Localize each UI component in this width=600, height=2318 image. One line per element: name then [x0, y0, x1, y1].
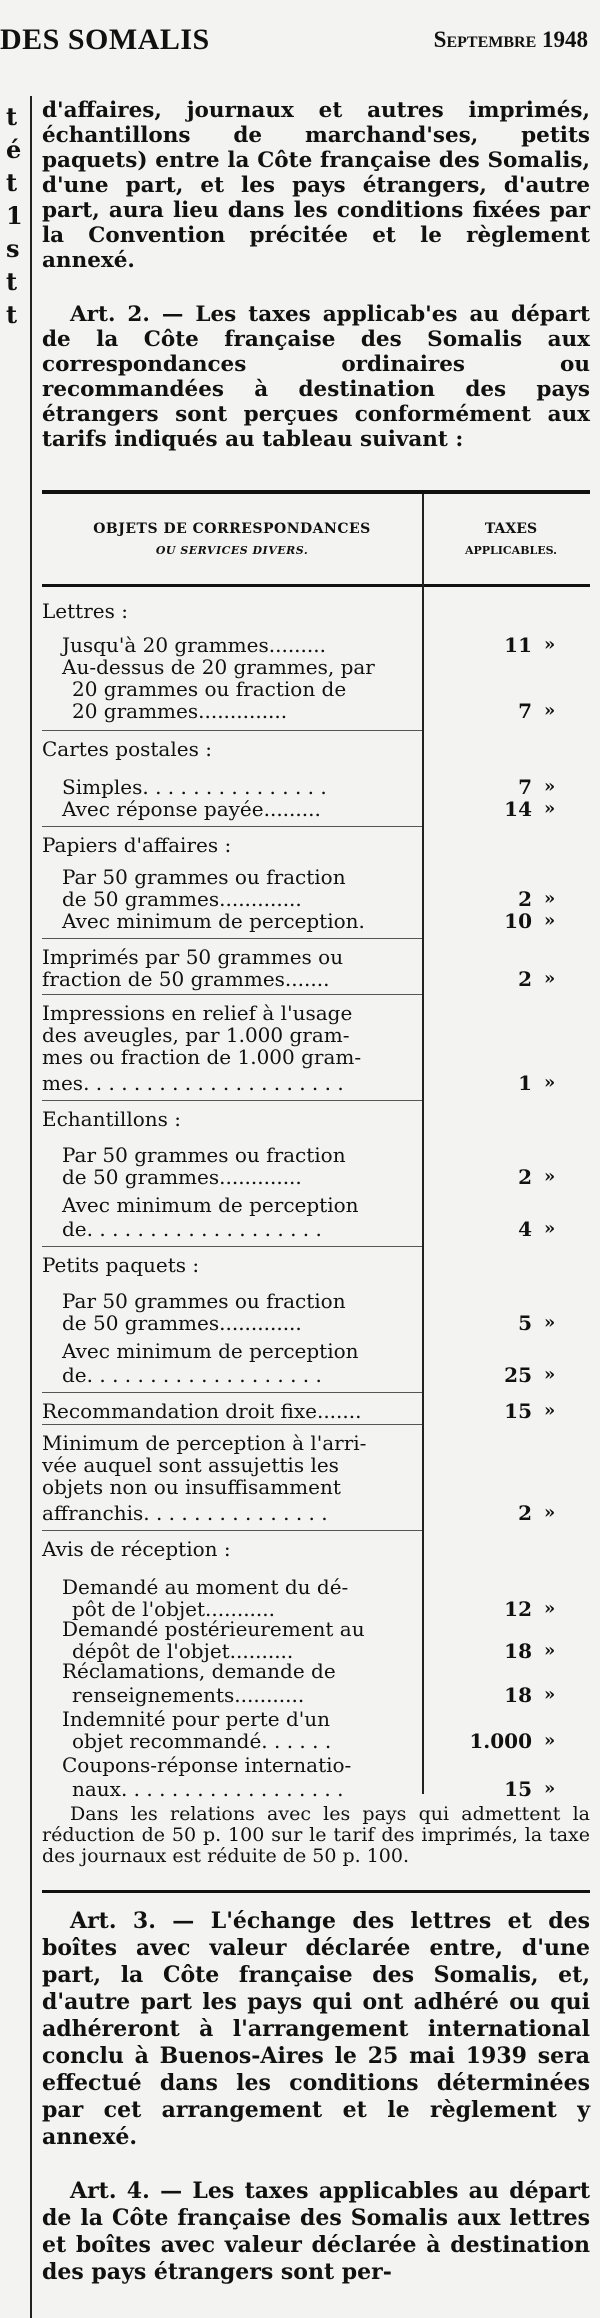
table-row-label: Simples. . . . . . . . . . . . . . . [62, 775, 327, 799]
table-row-value: 2 [518, 967, 532, 991]
table-row-label: Coupons-réponse internatio- [62, 1753, 352, 1777]
tariff-table [42, 490, 590, 1894]
table-row-unit: » [544, 1218, 556, 1239]
header-taxes-label: TAXES [484, 521, 538, 537]
table-row-value: 15 [504, 1777, 532, 1801]
table-row-unit: » [544, 700, 556, 721]
left-column-fragment [6, 100, 22, 331]
table-row-value: 12 [504, 1597, 532, 1621]
paragraph-art-4: Art. 4. — Les taxes applicables au départ de la Côte française des Somalis aux lettres et boîtes avec valeur déclarée à destination des pays étrangers sont per- [42, 2178, 590, 2285]
stub-line: é [6, 135, 22, 164]
table-row-label: Avec réponse payée......... [62, 797, 321, 821]
table-row-label: Avec minimum de perception [62, 1339, 359, 1363]
table-row-label: Cartes postales : [42, 737, 212, 761]
stub-line: s [6, 234, 20, 263]
table-row-label: de. . . . . . . . . . . . . . . . . . . [62, 1217, 322, 1241]
table-row-label: Par 50 grammes ou fraction [62, 1143, 346, 1167]
table-header-objects [42, 518, 422, 562]
table-row-value: 15 [504, 1399, 532, 1423]
table-section-rule [42, 1392, 422, 1393]
table-section-rule [42, 730, 422, 731]
table-row-label: de 50 grammes............. [62, 1165, 302, 1189]
table-row-label: objets non ou insuffisamment [42, 1475, 341, 1499]
table-row-unit: » [544, 910, 556, 931]
stub-line: t [6, 267, 18, 296]
table-header [42, 494, 590, 587]
table-row-value: 2 [518, 1165, 532, 1189]
table-row-unit: » [544, 1778, 556, 1799]
table-row-unit: » [544, 1312, 556, 1333]
table-section-rule [42, 1246, 422, 1247]
table-row-value: 7 [518, 699, 532, 723]
table-row-label: Par 50 grammes ou fraction [62, 865, 346, 889]
paragraph-1: d'affaires, journaux et autres imprimés, échantillons de marchand'ses, petits paquets) entre la Côte française des Somalis, d'une part, et les pays étrangers, d'autre part, aura lieu dans les conditions fixées par la Convention précitée et le règlement annexé. [42, 98, 590, 273]
table-section-rule [42, 1530, 422, 1531]
table-row-label: Impressions en relief à l'usage [42, 1001, 353, 1025]
header-objects-label: OBJETS DE CORRESPONDANCES [93, 521, 371, 537]
header-date: Septembre 1948 [433, 27, 588, 52]
table-row-label: Recommandation droit fixe....... [42, 1399, 362, 1423]
paragraph-art-3: Art. 3. — L'échange des lettres et des boîtes avec valeur déclarée entre, d'une part, la Côte française des Somalis, et, d'autre part les pays qui ont adhéré ou qui adhéreront à l'arrangement international conclu à Buenos-Aires le 25 mai 1939 sera effectué dans les conditions déterminées par cet arrangement et le règlement y annexé. [42, 1908, 590, 2150]
table-row-label: Indemnité pour perte d'un [62, 1707, 331, 1731]
table-bottom-rule [42, 1890, 590, 1893]
table-row-label: Jusqu'à 20 grammes......... [62, 633, 326, 657]
table-row-label: mes. . . . . . . . . . . . . . . . . . . . . [42, 1071, 344, 1095]
table-section-rule [42, 1424, 422, 1425]
table-row-label: fraction de 50 grammes....... [42, 967, 330, 991]
table-row-label: vée auquel sont assujettis les [42, 1453, 339, 1477]
table-row-label: Demandé au moment du dé- [62, 1575, 349, 1599]
table-row-label: Avec minimum de perception [62, 1193, 359, 1217]
table-row-label: affranchis. . . . . . . . . . . . . . . [42, 1501, 328, 1525]
table-row-label: Par 50 grammes ou fraction [62, 1289, 346, 1313]
table-row-unit: » [544, 1364, 556, 1385]
column-divider [30, 96, 32, 2318]
table-section-rule [42, 1100, 422, 1101]
table-row-label: Au-dessus de 20 grammes, par [62, 655, 375, 679]
table-row-value: 7 [518, 775, 532, 799]
table-row-value: 2 [518, 887, 532, 911]
stub-line: t [6, 168, 18, 197]
table-row-label: Demandé postérieurement au [62, 1617, 365, 1641]
table-row-label: Imprimés par 50 grammes ou [42, 945, 344, 969]
table-section-rule [42, 826, 422, 827]
table-row-value: 1 [518, 1071, 532, 1095]
table-column-divider [422, 494, 424, 1794]
table-row-value: 14 [504, 797, 532, 821]
table-row-unit: » [544, 888, 556, 909]
table-row-label: 20 grammes ou fraction de [72, 677, 347, 701]
table-row-unit: » [544, 968, 556, 989]
table-row-label: Réclamations, demande de [62, 1659, 336, 1683]
table-row-label: objet recommandé. . . . . . [72, 1729, 332, 1753]
table-row-label: de 50 grammes............. [62, 1311, 302, 1335]
header-objects-sublabel: OU SERVICES DIVERS. [155, 544, 309, 557]
table-row-unit: » [544, 1166, 556, 1187]
stub-line: t [6, 102, 18, 131]
table-row-label: renseignements........... [72, 1683, 305, 1707]
table-row-label: Minimum de perception à l'arri- [42, 1431, 367, 1455]
table-header-taxes [432, 518, 590, 562]
table-row-label: naux. . . . . . . . . . . . . . . . . . [72, 1777, 344, 1801]
table-row-value: 5 [518, 1311, 532, 1335]
header-title: DES SOMALIS [0, 23, 210, 56]
table-row-value: 4 [518, 1217, 532, 1241]
table-row-label: des aveugles, par 1.000 gram- [42, 1023, 350, 1047]
table-row-label: 20 grammes.............. [72, 699, 288, 723]
table-note: Dans les relations avec les pays qui admettent la réduction de 50 p. 100 sur le tarif des imprimés, la taxe des journaux est réduite de 50 p. 100. [42, 1803, 590, 1867]
table-row-label: de. . . . . . . . . . . . . . . . . . . [62, 1363, 322, 1387]
table-row-unit: » [544, 1640, 556, 1661]
stub-line: 1 [6, 201, 23, 230]
header-taxes-sublabel: APPLICABLES. [464, 544, 558, 557]
table-row-value: 18 [504, 1639, 532, 1663]
table-row-unit: » [544, 1730, 556, 1751]
table-row-value: 18 [504, 1683, 532, 1707]
table-row-unit: » [544, 776, 556, 797]
table-row-unit: » [544, 1400, 556, 1421]
table-row-label: Petits paquets : [42, 1253, 200, 1277]
table-row-label: pôt de l'objet........... [72, 1597, 275, 1621]
table-row-value: 1.000 [469, 1729, 532, 1753]
table-row-unit: » [544, 1072, 556, 1093]
table-row-label: dépôt de l'objet.......... [72, 1639, 294, 1663]
table-row-label: Papiers d'affaires : [42, 833, 232, 857]
paragraph-art-2: Art. 2. — Les taxes applicab'es au départ de la Côte française des Somalis aux correspondances ordinaires ou recommandées à destination des pays étrangers sont perçues conformément aux tarifs indiqués au tableau suivant : [42, 302, 590, 452]
table-row-label: Echantillons : [42, 1107, 181, 1131]
stub-line: t [6, 300, 18, 329]
table-row-value: 11 [504, 633, 532, 657]
table-row-unit: » [544, 1502, 556, 1523]
table-row-unit: » [544, 634, 556, 655]
table-row-unit: » [544, 798, 556, 819]
table-row-value: 25 [504, 1363, 532, 1387]
table-row-label: de 50 grammes............. [62, 887, 302, 911]
page-header [0, 0, 600, 80]
table-row-label: Lettres : [42, 599, 128, 623]
table-row-value: 10 [504, 909, 532, 933]
table-row-label: Avec minimum de perception. [62, 909, 365, 933]
table-row-unit: » [544, 1598, 556, 1619]
table-section-rule [42, 994, 422, 995]
table-row-label: Avis de réception : [42, 1537, 231, 1561]
table-row-unit: » [544, 1684, 556, 1705]
table-row-label: mes ou fraction de 1.000 gram- [42, 1045, 362, 1069]
table-row-value: 2 [518, 1501, 532, 1525]
table-section-rule [42, 938, 422, 939]
